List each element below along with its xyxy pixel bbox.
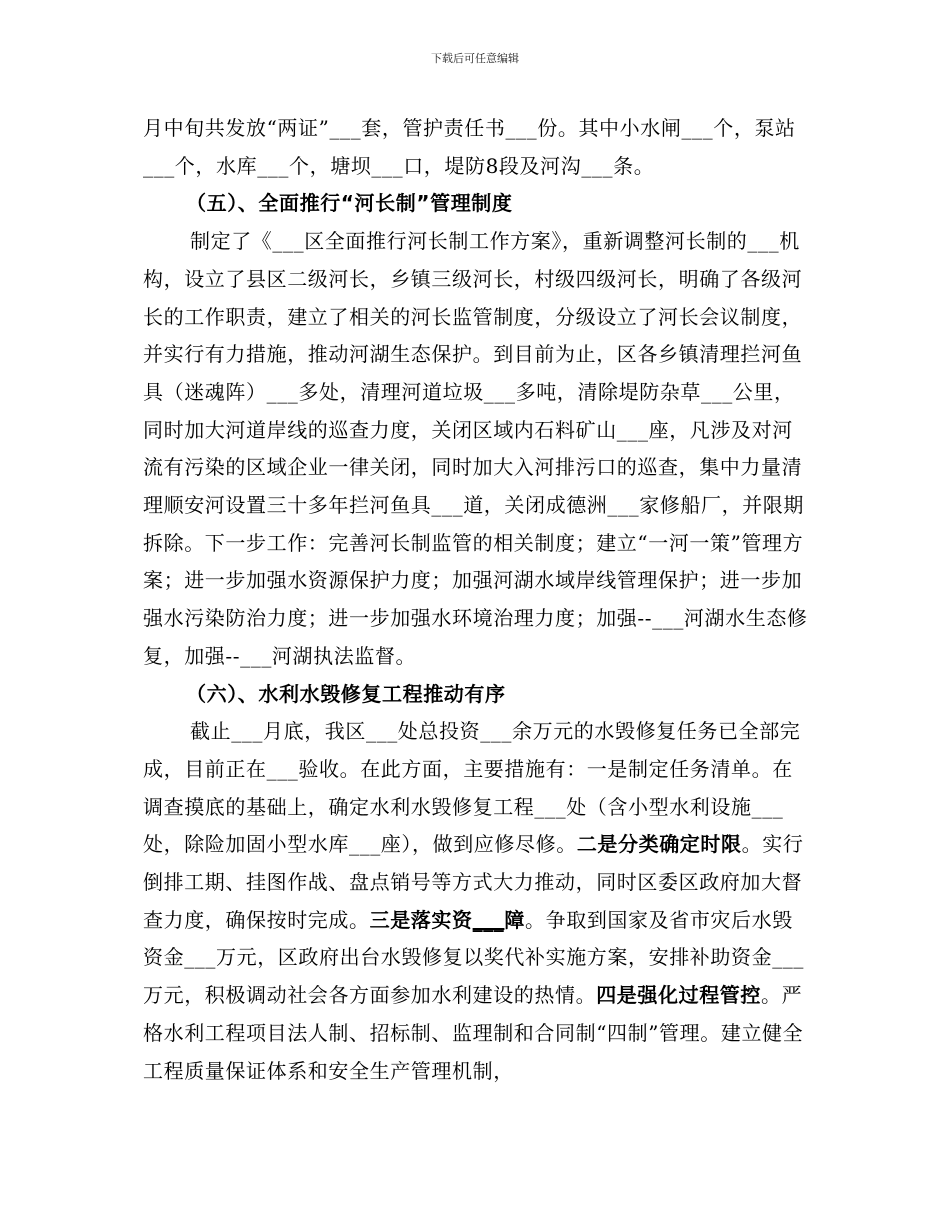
paragraph-river-chief: 制定了《___区全面推行河长制工作方案》，重新调整河长制的___机构，设立了县区二级河长，乡镇三级河长，村级四级河长，明确了各级河长的工作职责，建立了相关的河长监管制度，分级设立了河长会议制度，并实行有力措施，推动河湖生态保护。到目前为止，区各乡镇清理拦河鱼具（迷魂阵）___多处，清理河道垃圾___多吨，清除堤防杂草___公里，同时加大河道岸线的巡查力度，关闭区域内石料矿山___座，凡涉及对河流有污染的区域企业一律关闭，同时加大入河排污口的巡查，集中力量清理顺安河设置三十多年拦河鱼具___道，关闭成德洲___家修船厂，并限期拆除。下一步工作：完善河长制监管的相关制度；建立“一河一策”管理方案；进一步加强水资源保护力度；加强河湖水域岸线管理保护；进一步加强水污染防治力度；进一步加强水环境治理力度；加强--___河湖水生态修复，加强--___河湖执法监督。 xyxy=(143,229,808,668)
bold-measure-3 xyxy=(370,908,525,932)
bold-measure-2: 二是分类确定时限 xyxy=(576,832,742,857)
section-heading-5: （五）、全面推行“河长制”管理制度 xyxy=(186,191,513,216)
paragraph-flood-repair xyxy=(143,713,813,1090)
section-heading-6: （六）、水利水毁修复工程推动有序 xyxy=(186,681,506,706)
text-run: 。严格水利工程项目法人制、招标制、监理制和合同制“四制”管理。建立健全工程质量保证体系和安全生产管理机制， xyxy=(143,983,804,1083)
text-run: 。争取到国家及省市灾后水毁资金___万元，区政府出台水毁修复以奖代补实施方案，安排补助资金___万元，积极调动社会各方面参加水利建设的热情。 xyxy=(143,907,804,1008)
text-run: 截止___月底，我区___处总投资___余万元的水毁修复任务已全部完成，目前正在___验收。在此方面，主要措施有：一是制定任务清单。在调查摸底的基础上，确定水利水毁修复工程___处（含小型水利设施___处，除险加固小型水库___座），做到应修尽修。 xyxy=(143,719,801,857)
bold-text: 障 xyxy=(504,907,526,932)
bold-text: 三是落实资 xyxy=(369,907,473,932)
bold-measure-4: 四是强化过程管控 xyxy=(596,983,762,1008)
page-header: 下载后可任意编辑 xyxy=(431,52,519,65)
bold-blank: ___ xyxy=(472,907,505,932)
document-body xyxy=(143,110,813,1090)
text-run: 。实行倒排工期、挂图作战、盘点销号等方式大力推动，同时区委区政府加大督查力度，确保按时完成。 xyxy=(143,832,804,932)
paragraph-continued: 月中旬共发放“两证”___套，管护责任书___份。其中小水闸___个，泵站___个，水库___个，塘坝___口，堤防8段及河沟___条。 xyxy=(143,116,796,178)
